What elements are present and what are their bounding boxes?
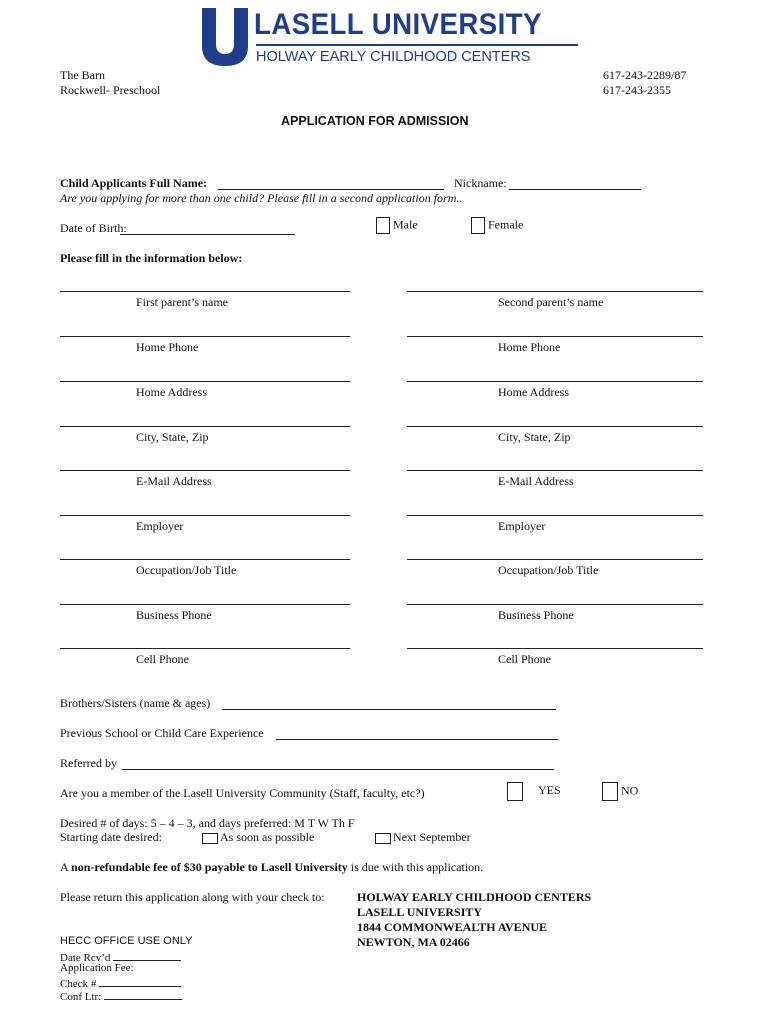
- office-conf-label: Conf Ltr:: [60, 991, 102, 1003]
- office-fee-label: Application Fee:: [60, 962, 134, 974]
- first-city-label: City, State, Zip: [136, 430, 209, 444]
- lasell-u-icon: [200, 6, 250, 68]
- yes-checkbox[interactable]: [507, 782, 523, 801]
- fee-amount: non-refundable fee of $30 payable to Lasell University: [71, 860, 348, 874]
- next-sept-option[interactable]: [375, 830, 471, 845]
- address-line-1: HOLWAY EARLY CHILDHOOD CENTERS: [357, 890, 592, 904]
- no-checkbox[interactable]: [602, 782, 618, 801]
- asap-label: As soon as possible: [220, 830, 315, 844]
- first-occupation-field[interactable]: [60, 559, 350, 560]
- nickname-label: Nickname:: [454, 176, 507, 190]
- dob-field[interactable]: [120, 234, 295, 235]
- male-option[interactable]: [376, 217, 418, 234]
- fee-note: [60, 860, 483, 875]
- first-parent-label: First parent’s name: [136, 295, 228, 309]
- male-label: Male: [393, 217, 418, 232]
- fill-info-label: Please fill in the information below:: [60, 251, 243, 265]
- second-cell-phone-label: Cell Phone: [498, 652, 551, 666]
- second-business-phone-label: Business Phone: [498, 608, 574, 622]
- second-email-label: E-Mail Address: [498, 474, 574, 488]
- first-employer-label: Employer: [136, 519, 184, 533]
- starting-label: Starting date desired:: [60, 830, 162, 844]
- asap-checkbox[interactable]: [202, 833, 218, 844]
- first-cell-phone-field[interactable]: [60, 648, 350, 649]
- siblings-field[interactable]: [222, 709, 556, 710]
- next-sept-label: Next September: [393, 830, 471, 844]
- male-checkbox[interactable]: [376, 217, 390, 234]
- second-parent-label: Second parent’s name: [498, 295, 604, 309]
- previous-school-label: Previous School or Child Care Experience: [60, 726, 264, 740]
- dob-label: Date of Birth:: [60, 221, 127, 235]
- child-name-field[interactable]: [218, 189, 444, 190]
- female-label: Female: [488, 217, 524, 232]
- siblings-label: Brothers/Sisters (name & ages): [60, 696, 211, 710]
- female-checkbox[interactable]: [471, 217, 485, 234]
- second-employer-field[interactable]: [407, 515, 703, 516]
- location-line-2: Rockwell- Preschool: [60, 83, 161, 97]
- first-parent-field[interactable]: [60, 291, 350, 292]
- first-home-phone-label: Home Phone: [136, 340, 199, 354]
- yes-label: YES: [538, 783, 561, 798]
- first-email-field[interactable]: [60, 470, 350, 471]
- second-city-field[interactable]: [407, 426, 703, 427]
- first-business-phone-label: Business Phone: [136, 608, 212, 622]
- form-title: APPLICATION FOR ADMISSION: [281, 114, 469, 128]
- address-line-3: 1844 COMMONWEALTH AVENUE: [357, 920, 548, 934]
- logo: [200, 6, 580, 68]
- phone-line-2: 617-243-2355: [603, 83, 671, 97]
- second-occupation-label: Occupation/Job Title: [498, 563, 599, 577]
- office-conf-row: [60, 988, 182, 1003]
- first-home-address-label: Home Address: [136, 385, 207, 399]
- second-employer-label: Employer: [498, 519, 546, 533]
- second-business-phone-field[interactable]: [407, 604, 703, 605]
- office-check-field[interactable]: [99, 975, 181, 987]
- first-email-label: E-Mail Address: [136, 474, 212, 488]
- office-date-label: Date Rcv’d: [60, 952, 111, 964]
- office-use-title: HECC OFFICE USE ONLY: [60, 935, 193, 947]
- second-city-label: City, State, Zip: [498, 430, 571, 444]
- first-home-address-field[interactable]: [60, 381, 350, 382]
- logo-title: LASELL UNIVERSITY: [254, 8, 542, 41]
- referred-field[interactable]: [122, 769, 554, 770]
- second-email-field[interactable]: [407, 470, 703, 471]
- address-line-4: NEWTON, MA 02466: [357, 935, 470, 949]
- second-parent-field[interactable]: [407, 291, 703, 292]
- first-employer-field[interactable]: [60, 515, 350, 516]
- female-option[interactable]: [471, 217, 523, 234]
- first-home-phone-field[interactable]: [60, 336, 350, 337]
- previous-school-field[interactable]: [276, 739, 558, 740]
- first-city-field[interactable]: [60, 426, 350, 427]
- member-question: Are you a member of the Lasell University Community (Staff, faculty, etc?): [60, 786, 425, 800]
- fee-suffix: is due with this application.: [347, 860, 484, 874]
- logo-rule: [256, 44, 578, 46]
- next-sept-checkbox[interactable]: [375, 833, 391, 844]
- location-line-1: The Barn: [60, 68, 105, 82]
- referred-label: Referred by: [60, 756, 117, 770]
- second-occupation-field[interactable]: [407, 559, 703, 560]
- first-occupation-label: Occupation/Job Title: [136, 563, 237, 577]
- phone-line-1: 617-243-2289/87: [603, 68, 687, 82]
- address-line-2: LASELL UNIVERSITY: [357, 905, 483, 919]
- office-check-label: Check #: [60, 978, 97, 990]
- multiple-child-note: Are you applying for more than one child? Please fill in a second application form..: [60, 191, 463, 205]
- second-home-address-field[interactable]: [407, 381, 703, 382]
- child-name-label: Child Applicants Full Name:: [60, 176, 208, 190]
- second-home-phone-label: Home Phone: [498, 340, 561, 354]
- logo-subtitle: HOLWAY EARLY CHILDHOOD CENTERS: [256, 49, 531, 65]
- yes-option[interactable]: [507, 782, 561, 801]
- return-label: Please return this application along with your check to:: [60, 890, 325, 904]
- no-label: NO: [621, 783, 639, 798]
- fee-prefix: A: [60, 860, 72, 874]
- asap-option[interactable]: [202, 830, 314, 845]
- second-home-address-label: Home Address: [498, 385, 569, 399]
- first-cell-phone-label: Cell Phone: [136, 652, 189, 666]
- second-cell-phone-field[interactable]: [407, 648, 703, 649]
- second-home-phone-field[interactable]: [407, 336, 703, 337]
- no-option[interactable]: [602, 782, 638, 801]
- days-line: Desired # of days: 5 – 4 – 3, and days preferred: M T W Th F: [60, 816, 355, 830]
- nickname-field[interactable]: [509, 189, 641, 190]
- office-conf-field[interactable]: [104, 988, 182, 1000]
- office-date-field[interactable]: [113, 949, 181, 961]
- first-business-phone-field[interactable]: [60, 604, 350, 605]
